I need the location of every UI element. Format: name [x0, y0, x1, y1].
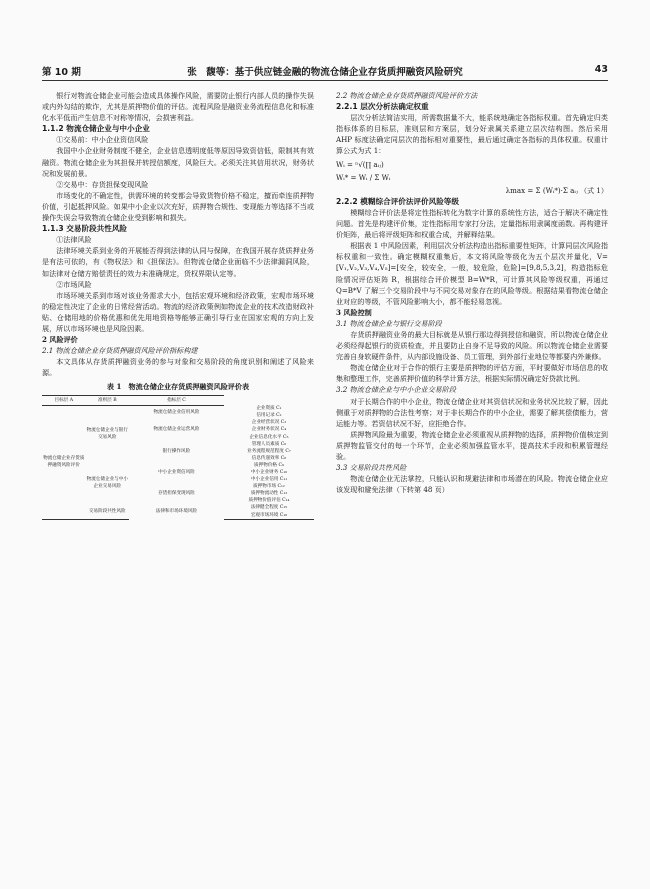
indicator-cell: 信用记录 C₂ [256, 413, 282, 419]
indicator-cell: 法律健全程度 C₁₅ [250, 505, 288, 511]
indicator-cell: 企业财务状况 C₄ [251, 427, 287, 433]
subsubsection-heading: 3.2 物流仓储企业与中小企业交易阶段 [336, 385, 456, 395]
left-column [42, 90, 314, 520]
target-layer-cell: 物流仓储企业存货质押融资风险评价 [42, 405, 86, 519]
table-header-cell: 准则层 B [86, 395, 130, 405]
paragraph: 市场环境关系到市场对该业务需求大小，包括宏观环境和经济政策，宏观市场环境的稳定性决定了企业的日常经营活动。物流的经济政策例如物流企业的技术改造财政补贴、仓储用地的价格优惠和优先用地资格等能够正确引导行业在国家宏观的方向上发展，所以市场环境也是风险因素。 [42, 290, 314, 333]
risk-evaluation-table [42, 395, 314, 520]
indicator-cell: 质押物流动性 C₁₃ [250, 491, 288, 497]
right-column [336, 90, 608, 495]
criterion-layer-cell: 交易阶段共性风险 [86, 504, 130, 519]
sub-criterion-cell: 物流仓储企业运营风险 [153, 427, 200, 433]
paragraph: ②交易中：存货担保变现风险 [56, 179, 149, 189]
indicator-cell: 信息传递效率 C₈ [251, 455, 287, 461]
criterion-layer-cell: 物流仓储企业与中小企业交易风险 [86, 477, 128, 490]
paragraph: 质押物风险最为重要，物流仓储企业必须重视从质押物的选择，质押物价值核定到质押物监管交付的每一个环节，企业必须加强监管水平，提高技术手段和积累管理经验。 [336, 429, 608, 461]
sub-criterion-cell: 物流仓储企业信用风险 [153, 409, 200, 415]
subsection-heading: 1.1.3 交易阶段共性风险 [42, 224, 128, 234]
formula: Wᵢ = ⁿ√(∏ aᵢⱼ) [336, 159, 384, 169]
sub-criterion-cell: 银行操作风险 [162, 448, 191, 454]
subsection-heading: 2.2.2 模糊综合评价法评价风险等级 [336, 196, 459, 206]
subsubsection-heading: 2.1 物流仓储企业存货质押融资风险评价指标构建 [42, 346, 198, 356]
indicator-cell: 宏观市场环境 C₁₆ [224, 512, 314, 520]
sub-criterion-cell: 中小企业资信风险 [158, 469, 195, 475]
paragraph: 对于长期合作的中小企业，物流仓储企业对其资信状况和业务状况比较了解，因此侧重于对质押物的合法性考察；对于非长期合作的中小企业，需要了解其偿债能力，营运能力等。若资信状况不好，应拒绝合作。 [336, 396, 608, 428]
paragraph: 市场变化的不确定性，供需环境的转变都会导致货物价格不稳定，擅而牵连质押物价值，引起抵押风险。如果中小企业以次充好，质押物合规性、变现能力等选择不当或操作失误会导致物流仓储企业受到影响和损失。 [42, 190, 314, 223]
indicator-cell: 质押物市场 C₁₂ [253, 484, 285, 490]
paragraph: ②市场风险 [56, 279, 92, 289]
paragraph: 我国中小企业财务制度不健全，企业信息透明度低等原因导致资信低，限制其有效融资。物流仓储企业为其担保并转授信额度，风险巨大。必须关注其信用状况，财务状况和发展前景。 [42, 146, 314, 178]
table-header-cell: 指标层 C [129, 395, 224, 405]
running-header [42, 62, 608, 81]
article-title-header: 张 馥等：基于供应链金融的物流仓储企业存货质押融资风险研究 [187, 67, 463, 78]
formula: λmax = Σ (Wᵢ*)·Σ aᵢⱼ （式 1） [505, 185, 608, 195]
subsection-heading: 1.1.2 物流仓储企业与中小企业 [42, 124, 150, 134]
indicator-cell: 管理人员素质 C₆ [251, 441, 287, 447]
paragraph: 本文具体从存货质押融资业务的参与对象和交易阶段的角度识别和阐述了风险来源。 [42, 357, 314, 378]
sub-criterion-cell: 存货担保变现风险 [158, 491, 195, 497]
paragraph: ①交易前：中小企业资信风险 [56, 135, 149, 145]
criterion-layer-cell: 物流仓储企业与银行交易风险 [86, 427, 128, 440]
formula: Wᵢ* = Wᵢ / Σ Wᵢ [336, 172, 391, 182]
section-heading: 2 风险评价 [42, 335, 78, 345]
indicator-cell: 质押物价格 C₉ [254, 462, 284, 468]
indicator-cell: 企业经营状况 C₃ [251, 420, 287, 426]
paragraph: 层次分析法简洁实用，所需数据量不大，能系统地确定各指标权重。首先确定归类指标体系的目标层，准则层和方案层，划分好隶属关系建立层次结构图。然后采用 AHP 标度法确定同层次的指标相对重要性，最后通过确定各指标的具体权重。权重计算公式为式 1： [336, 113, 608, 156]
indicator-cell: 企业资质 C₁ [256, 406, 282, 412]
table-row [42, 405, 314, 412]
issue-number: 第 10 期 [42, 67, 81, 78]
paragraph: 根据表 1 中风险因素，利用层次分析法构造出指标重要性矩阵，计算同层次风险指标权重和一致性。确定模糊权重集后，本文将风险等级化为五个层次并量化，V=[V₁,V₂,V₃,V₄,V₅]=[安全，较安全，一般，较危险，危险]=[9,8,5,3,2]，构造指标危险情况评估矩阵 R，根据综合评价模型 B=W*R，可计算其风险等级权重，再通过 Q=B*V 了解三个交易阶段中与不同交易对象存在的风险等级。根据结果看物流仓储企业对应的等级，不管风险影响大小，都不能轻易忽视。 [336, 241, 608, 306]
indicator-cell: 中小企业信用 C₁₁ [250, 477, 288, 483]
paragraph: 银行对物流仓储企业可能会造成具体操作风险，需要防止银行内部人员的操作失误或内外勾结的欺诈，尤其是质押物价值的评估。流程风险是融资业务流程信息化和标准化水平低而产生信息不对称等情况，会损害利益。 [42, 91, 314, 123]
section-heading: 3 风险控制 [336, 307, 372, 317]
paragraph: ①法律风险 [56, 235, 92, 245]
table-caption: 表 1 物流仓储企业存货质押融资风险评价表 [106, 382, 250, 392]
sub-criterion-cell: 法律和市场环境风险 [155, 509, 198, 515]
indicator-cell: 中小企业财务 C₁₀ [250, 469, 288, 475]
subsection-heading: 2.2.1 层次分析法确定权重 [336, 102, 429, 112]
paragraph: 存货质押融资业务的最大目标就是从银行那边得到授信和融资，所以物流仓储企业必须经得起银行的资质检查，并且要防止自身不足导致的风险。所以物流仓储企业需要完善自身软硬件条件，从内部设施设备、员工管理，到外部行业地位等都要内外兼修。 [336, 329, 608, 362]
paragraph: 法律环境关系到业务的开展能否得到法律的认同与保障，在我国开展存货质押业务是有法可依的，有《物权法》和《担保法》。但物流仓储企业面临不少法律漏洞风险，如法律对仓储方赔偿责任的效力未准确规定，货权界限认定等。 [42, 246, 314, 278]
indicator-cell: 质押物价值评估 C₁₄ [248, 498, 290, 504]
paragraph: 物流仓储企业无法掌控，只能认识和规避法律和市场潜在的风险。物流仓储企业应该发现和避免法律（下转第 48 页） [336, 474, 608, 495]
table-header-cell: 目标层 A [42, 395, 86, 405]
subsubsection-heading: 3.3 交易阶段共性风险 [336, 463, 407, 473]
subsubsection-heading: 3.1 物流仓储企业与银行交易阶段 [336, 318, 442, 328]
indicator-cell: 业务流程规范程度 C₇ [247, 448, 291, 454]
indicator-cell: 企业信息化水平 C₅ [249, 434, 289, 440]
page-number: 43 [594, 64, 608, 75]
paragraph: 物流仓储企业对于合作的银行主要是质押物的评估方面，平时要做好市场信息的收集和整理工作，完善质押价值的科学计算方法，根据实际情况确定好贷款比例。 [336, 363, 608, 384]
paragraph: 模糊综合评价法是将定性指标转化为数字计算的系统性方法，适合于解决不确定性问题。首先是构建评价集，定性指标用专家打分法，定量指标用隶属度函数。再构建评价矩阵，最后将评级矩阵和权重合成，并解释结果。 [336, 207, 608, 240]
subsubsection-heading: 2.2 物流仓储企业存货质押融资风险评价方法 [336, 91, 478, 100]
